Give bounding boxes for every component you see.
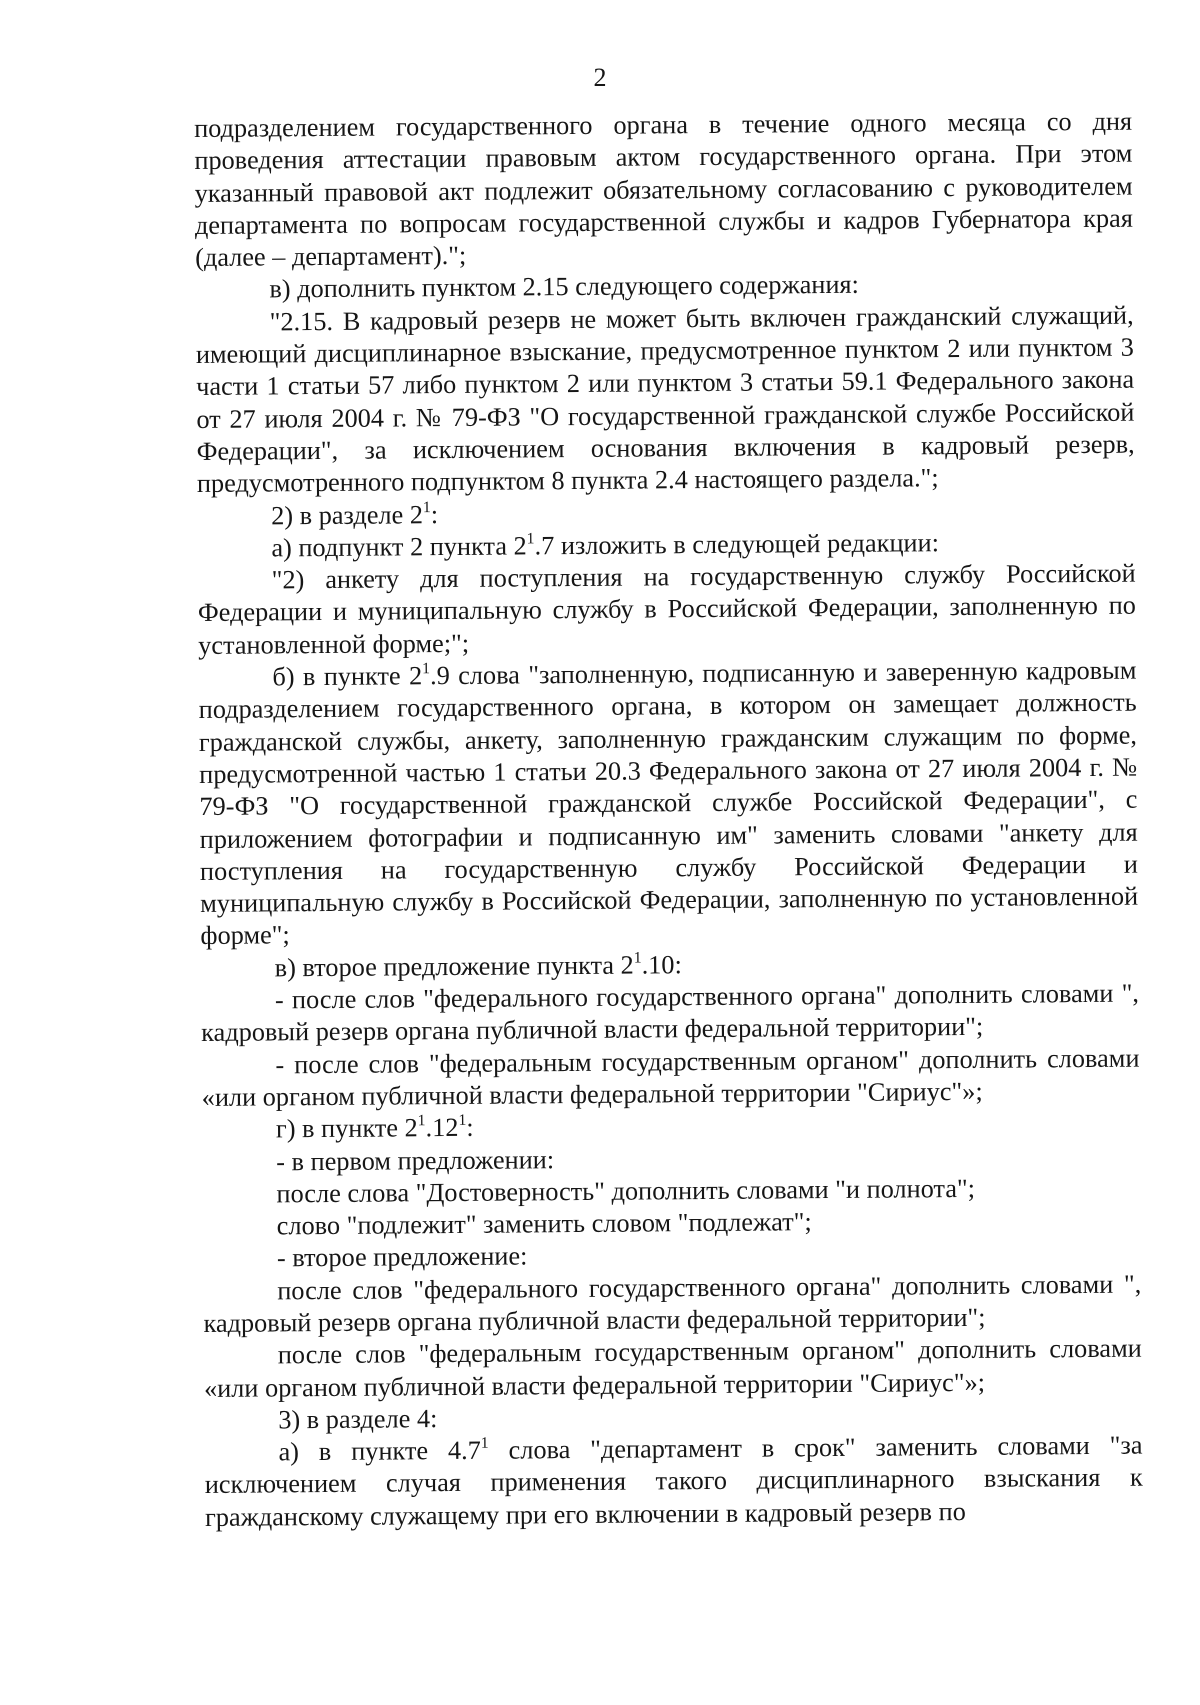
superscript: 1 <box>422 498 431 516</box>
paragraph: - после слов "федеральным государственным органом" дополнить словами «или органом публичной власти федеральной территории "Сириус"»; <box>201 1043 1140 1112</box>
superscript: 1 <box>526 530 535 548</box>
text-run: г) в пункте 2 <box>275 1113 418 1144</box>
text-run: в) второе предложение пункта 2 <box>274 950 634 983</box>
text-run: .7 изложить в следующей редакции: <box>534 528 940 561</box>
text-run: .9 слова "заполненную, подписанную и заверенную кадровым подразделением государственного органа, в котором он замещает должность гражданской службы, анкету, заполненную гражданским служащим по форме, предусмотренной частью 1 статьи 20.3 Федерального закона от 27 июля 2004 г. № 79-ФЗ "О государственной гражданской службе Российской Федерации", с приложением фотографии и подписанную им" заменить словами "анкету для поступления на государственную службу Российской Федерации и муниципальную службу в Российской Федерации, заполненную по установленной форме"; <box>198 655 1139 951</box>
paragraph: после слова "Достоверность" дополнить словами "и полнота"; <box>276 1173 976 1209</box>
paragraph <box>198 655 1138 953</box>
paragraph: - в первом предложении: <box>276 1144 555 1176</box>
paragraph: в) дополнить пунктом 2.15 следующего содержания: <box>269 270 860 304</box>
paragraph: после слов "федерального государственного органа" дополнить словами ", кадровый резерв органа публичной власти федеральной территории"; <box>203 1269 1142 1338</box>
text-run: : <box>466 1113 474 1143</box>
text-run: .10: <box>641 949 682 980</box>
text-run: 2) в разделе 2 <box>271 499 424 530</box>
text-run: .12 <box>425 1113 459 1143</box>
page-number: 2 <box>593 63 607 92</box>
paragraph: - после слов "федерального государственного органа" дополнить словами ", кадровый резерв органа публичной власти федеральной территории"; <box>201 978 1140 1048</box>
paragraph: 3) в разделе 4: <box>278 1404 438 1435</box>
paragraph: "2) анкету для поступления на государственную службу Российской Федерации и муниципальную службу в Российской Федерации, заполненную по установленной форме;"; <box>197 558 1137 660</box>
superscript: 1 <box>458 1112 467 1130</box>
document-body <box>194 106 1143 1534</box>
text-run: а) в пункте 4.7 <box>278 1435 481 1467</box>
paragraph: после слов "федеральным государственным органом" дополнить словами «или органом публичной власти федеральной территории "Сириус"»; <box>203 1333 1142 1403</box>
superscript: 1 <box>480 1434 489 1452</box>
paragraph: - второе предложение: <box>276 1241 528 1273</box>
paragraph <box>204 1430 1143 1534</box>
paragraph: подразделением государственного органа в течение одного месяца со дня проведения аттестации правовым актом государственного органа. При этом указанный правовой акт подлежит обязательному согласованию с руководителем департамента по вопросам государственной службы и кадров Губернатора края (далее – департамент)."; <box>194 106 1133 273</box>
paragraph: "2.15. В кадровый резерв не может быть включен гражданский служащий, имеющий дисциплинарное взыскание, предусмотренное пунктом 2 или пунктом 3 части 1 статьи 57 либо пунктом 2 или пунктом 3 статьи 59.1 Федерального закона от 27 июля 2004 г. № 79-ФЗ "О государственной гражданской службе Российской Федерации", за исключением основания включения в кадровый резерв, предусмотренного подпунктом 8 пункта 2.4 настоящего раздела."; <box>195 300 1135 499</box>
superscript: 1 <box>422 660 431 678</box>
text-run: слова "департамент в срок" заменить словами "за исключением случая применения такого дисциплинарного взыскания к гражданскому служащему при его включении в кадровый резерв по <box>204 1430 1143 1532</box>
text-run: б) в пункте 2 <box>272 661 423 692</box>
superscript: 1 <box>633 949 642 967</box>
text-run: : <box>430 499 439 529</box>
superscript: 1 <box>417 1112 426 1130</box>
paragraph: слово "подлежит" заменить словом "подлежат"; <box>276 1207 812 1241</box>
text-run: а) подпункт 2 пункта 2 <box>271 531 527 563</box>
